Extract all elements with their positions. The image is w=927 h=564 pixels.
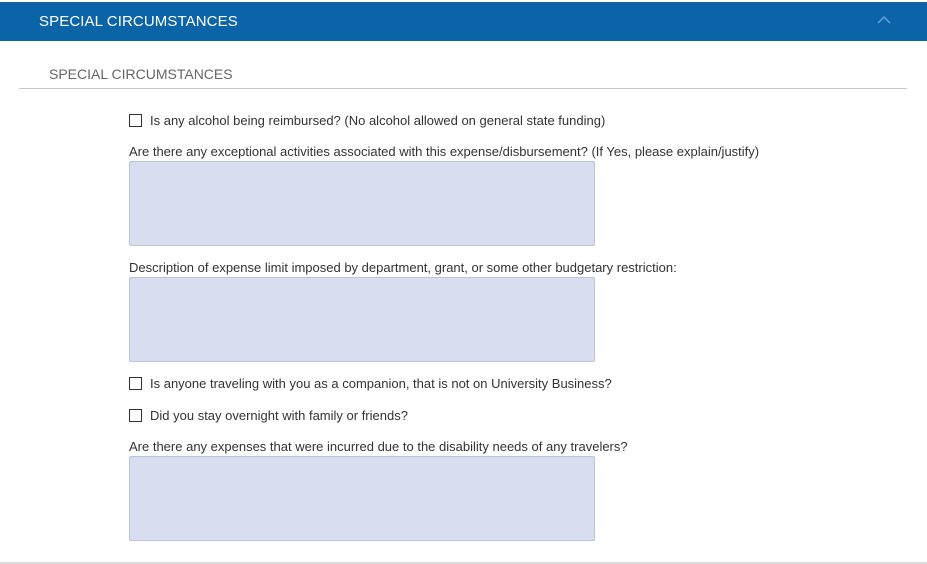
companion-checkbox-label: Is anyone traveling with you as a companion, that is not on University Business?	[150, 376, 612, 391]
panel-title: SPECIAL CIRCUMSTANCES	[39, 13, 238, 30]
disability-expenses-label: Are there any expenses that were incurred due to the disability needs of any travelers?	[129, 439, 628, 454]
expense-limit-textarea[interactable]	[129, 277, 595, 362]
alcohol-checkbox-row[interactable]	[129, 113, 605, 128]
disability-expenses-textarea[interactable]	[129, 456, 595, 541]
overnight-checkbox[interactable]	[129, 409, 142, 422]
expense-limit-label: Description of expense limit imposed by department, grant, or some other budgetary restriction:	[129, 260, 677, 275]
chevron-up-icon[interactable]	[875, 13, 893, 27]
exceptional-activities-label: Are there any exceptional activities associated with this expense/disbursement? (If Yes, please explain/justify)	[129, 144, 760, 159]
panel-header[interactable]	[0, 2, 927, 41]
exceptional-activities-textarea[interactable]	[129, 161, 595, 246]
alcohol-checkbox-label: Is any alcohol being reimbursed? (No alcohol allowed on general state funding)	[150, 113, 606, 128]
section-title: SPECIAL CIRCUMSTANCES	[49, 66, 233, 82]
alcohol-checkbox[interactable]	[129, 114, 142, 127]
overnight-checkbox-row[interactable]	[129, 408, 408, 423]
overnight-checkbox-label: Did you stay overnight with family or friends?	[150, 408, 408, 423]
companion-checkbox-row[interactable]	[129, 376, 612, 391]
section-divider	[19, 88, 907, 89]
companion-checkbox[interactable]	[129, 377, 142, 390]
